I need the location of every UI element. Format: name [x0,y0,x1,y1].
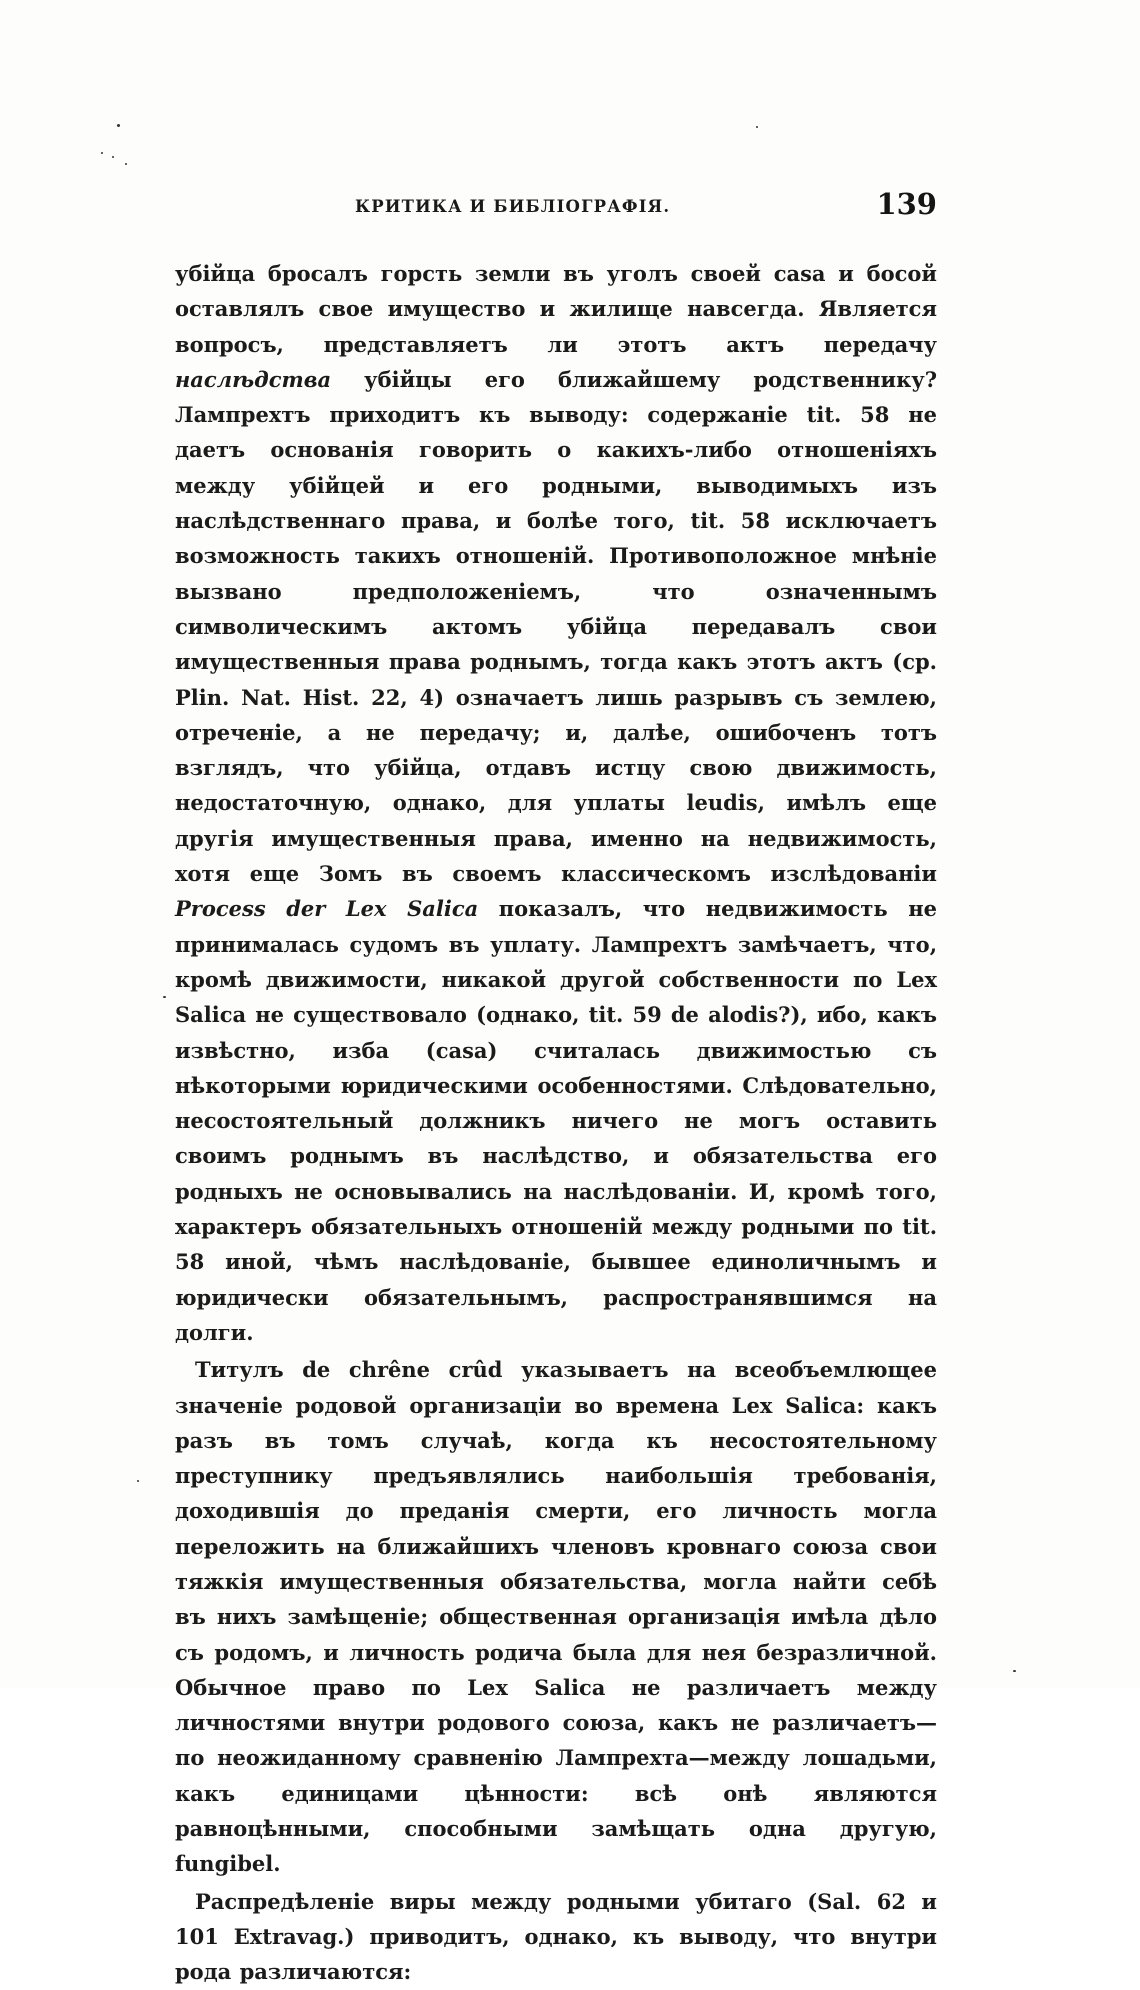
scan-speck [137,1480,139,1482]
scan-speck [1013,1670,1016,1672]
paragraph [175,1884,937,1990]
text-run: показалъ, что недвижимость не принималась судомъ въ уплату. Лампрехтъ замѣчаетъ, что, кромѣ движимости, никакой другой собственности по Lex Salica не существовало (однако, tit. 59 de alodis?), ибо, какъ извѣстно, изба (casa) считалась движимостью съ нѣкоторыми юридическими особенностями. Слѣдовательно, несостоятельный должникъ ничего не могъ оставить своимъ роднымъ въ наслѣдство, и обязательства его родныхъ не основывались на наслѣдованіи. И, кромѣ того, характеръ обязательныхъ отношеній между родными по tit. 58 иной, чѣмъ наслѣдованіе, бывшее единоличнымъ и юридически обязательнымъ, распространявшимся на долги. [175,896,937,1345]
scan-speck [756,126,758,128]
text-run: Распредѣленіе виры между родными убитаго (Sal. 62 и 101 Extravag.) приводитъ, однако, къ выводу, что внутри рода различаются: [175,1888,937,1985]
italic-title: наслѣдства [175,366,332,392]
scan-speck [112,156,114,158]
paragraph [175,256,937,1350]
text-run: убійца бросалъ горсть земли въ уголъ своей casa и босой оставлялъ свое имущество и жилище навсегда. Является вопросъ, представляетъ ли этотъ актъ передачу [175,261,937,357]
text-run: убійцы его ближайшему родственнику? Лампрехтъ приходитъ къ выводу: содержаніе tit. 58 не даетъ основанія говорить о какихъ-либо отношеніяхъ между убійцей и его родными, выводимыхъ изъ наслѣдственнаго права, и болѣе того, tit. 58 исключаетъ возможность такихъ отношеній. Противоположное мнѣніе вызвано предположеніемъ, что означеннымъ символическимъ актомъ убійца передавалъ свои имущественныя права роднымъ, тогда какъ этотъ актъ (ср. Plin. Nat. Hist. 22, 4) означаетъ лишь разрывъ съ землею, отреченіе, а не передачу; и, далѣе, ошибоченъ тотъ взглядъ, что убійца, отдавъ истцу свою движимость, недостаточную, однако, для уплаты leudis, имѣлъ еще другія имущественныя права, именно на недвижимость, хотя еще Зомъ въ своемъ классическомъ изслѣдованіи [175,366,937,887]
running-title: КРИТИКА И БИБЛІОГРАФІЯ. [355,197,671,216]
scan-speck [117,124,120,127]
body-text [175,256,937,1990]
paragraph [175,1352,937,1881]
text-run: Титулъ de chrêne crûd указываетъ на всеобъемлющее значеніе родовой организаціи во времена Lex Salica: какъ разъ въ томъ случаѣ, когда къ несостоятельному преступнику предъявлялись наибольшія требованія, доходившія до преданія смерти, его личность могла переложить на ближайшихъ членовъ кровнаго союза свои тяжкія имущественныя обязательства, могла найти себѣ въ нихъ замѣщеніе; общественная организація имѣла дѣло съ родомъ, и личность родича была для нея безразличной. Обычное право по Lex Salica не различаетъ между личностями внутри родового союза, какъ не различаетъ— по неожиданному сравненію Лампрехта—между лошадьми, какъ единицами цѣнности: всѣ онѣ являются равноцѣнными, способными замѣщать одна другую, fungibel. [175,1357,937,1877]
scan-speck [101,152,103,154]
page-number: 139 [876,187,937,221]
italic-title: Process der Lex Salica [175,896,479,922]
running-header [175,187,937,231]
scan-speck [125,163,127,165]
scan-speck [163,996,166,998]
